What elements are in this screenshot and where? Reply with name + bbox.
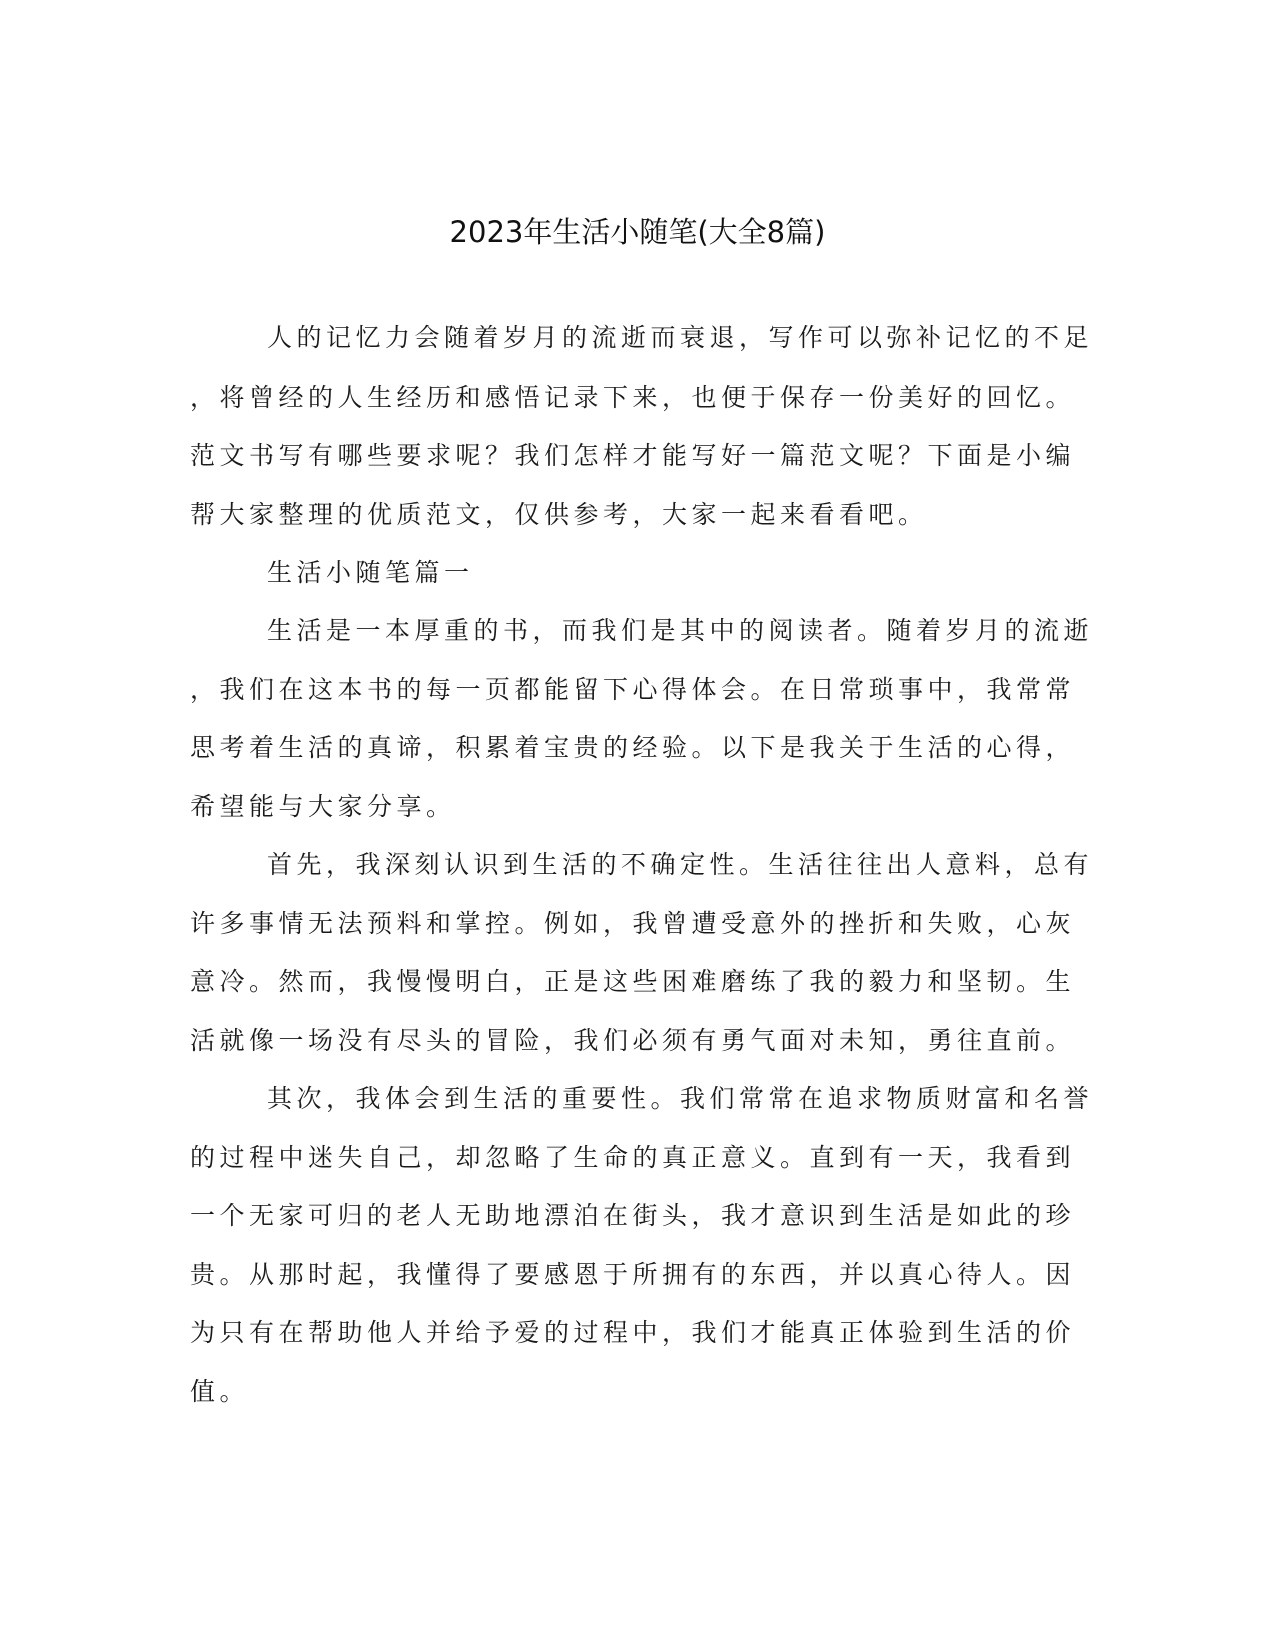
paragraph-line: 帮大家整理的优质范文，仅供参考，大家一起来看看吧。 bbox=[190, 500, 928, 529]
paragraph-line: 首先，我深刻认识到生活的不确定性。生活往往出人意料，总有 bbox=[267, 850, 1094, 879]
paragraph-line: 人的记忆力会随着岁月的流逝而衰退，写作可以弥补记忆的不足 bbox=[267, 323, 1094, 352]
paragraph-line: 一个无家可归的老人无助地漂泊在街头，我才意识到生活是如此的珍 bbox=[190, 1201, 1076, 1230]
paragraph-line: 为只有在帮助他人并给予爱的过程中，我们才能真正体验到生活的价 bbox=[190, 1318, 1076, 1347]
paragraph-line: 思考着生活的真谛，积累着宝贵的经验。以下是我关于生活的心得， bbox=[190, 733, 1076, 762]
paragraph-line: 值。 bbox=[190, 1377, 250, 1406]
paragraph-line: 贵。从那时起，我懂得了要感恩于所拥有的东西，并以真心待人。因 bbox=[190, 1260, 1076, 1289]
paragraph-line: 的过程中迷失自己，却忽略了生命的真正意义。直到有一天，我看到 bbox=[190, 1143, 1076, 1172]
paragraph-line: 意冷。然而，我慢慢明白，正是这些困难磨练了我的毅力和坚韧。生 bbox=[190, 967, 1076, 996]
paragraph-line: ，我们在这本书的每一页都能留下心得体会。在日常琐事中，我常常 bbox=[190, 675, 1076, 704]
paragraph-line: 许多事情无法预料和掌控。例如，我曾遭受意外的挫折和失败，心灰 bbox=[190, 909, 1076, 938]
paragraph-line: 范文书写有哪些要求呢？我们怎样才能写好一篇范文呢？下面是小编 bbox=[190, 441, 1076, 470]
section-heading: 生活小随笔篇一 bbox=[267, 558, 474, 587]
paragraph-line: 希望能与大家分享。 bbox=[190, 792, 456, 821]
paragraph-line: ，将曾经的人生经历和感悟记录下来，也便于保存一份美好的回忆。 bbox=[190, 383, 1076, 412]
document-title: 2023年生活小随笔(大全8篇) bbox=[449, 215, 826, 249]
paragraph-line: 其次，我体会到生活的重要性。我们常常在追求物质财富和名誉 bbox=[267, 1084, 1094, 1113]
paragraph-line: 生活是一本厚重的书，而我们是其中的阅读者。随着岁月的流逝 bbox=[267, 616, 1094, 645]
paragraph-line: 活就像一场没有尽头的冒险，我们必须有勇气面对未知，勇往直前。 bbox=[190, 1026, 1076, 1055]
